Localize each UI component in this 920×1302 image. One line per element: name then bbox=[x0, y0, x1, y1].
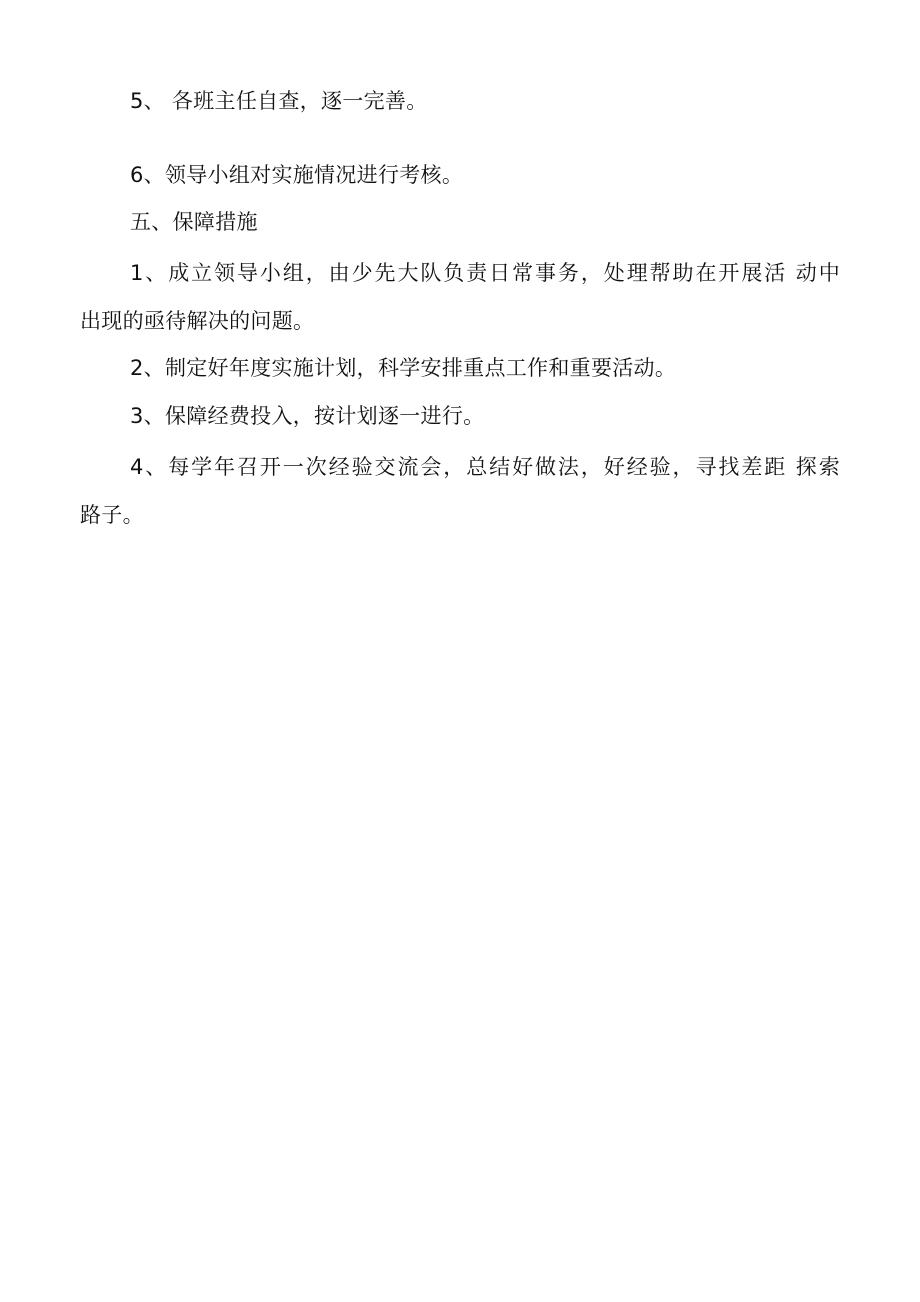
measure-1-line-1: 1、成立领导小组，由少先大队负责日常事务，处理帮助在开展活 动中 bbox=[130, 261, 840, 285]
section-heading: 五、保障措施 bbox=[130, 210, 258, 234]
item-5-text: 5、 各班主任自查，逐一完善。 bbox=[130, 89, 428, 113]
measure-3-text: 3、保障经费投入，按计划逐一进行。 bbox=[130, 404, 485, 428]
measure-4-line-2: 路子。 bbox=[80, 503, 144, 527]
item-6-text: 6、领导小组对实施情况进行考核。 bbox=[130, 163, 464, 187]
measure-2-text: 2、制定好年度实施计划，科学安排重点工作和重要活动。 bbox=[130, 356, 677, 380]
measure-1-line-2: 出现的亟待解决的问题。 bbox=[80, 309, 315, 333]
measure-4-line-1: 4、每学年召开一次经验交流会，总结好做法，好经验，寻找差距 探索 bbox=[130, 455, 840, 479]
